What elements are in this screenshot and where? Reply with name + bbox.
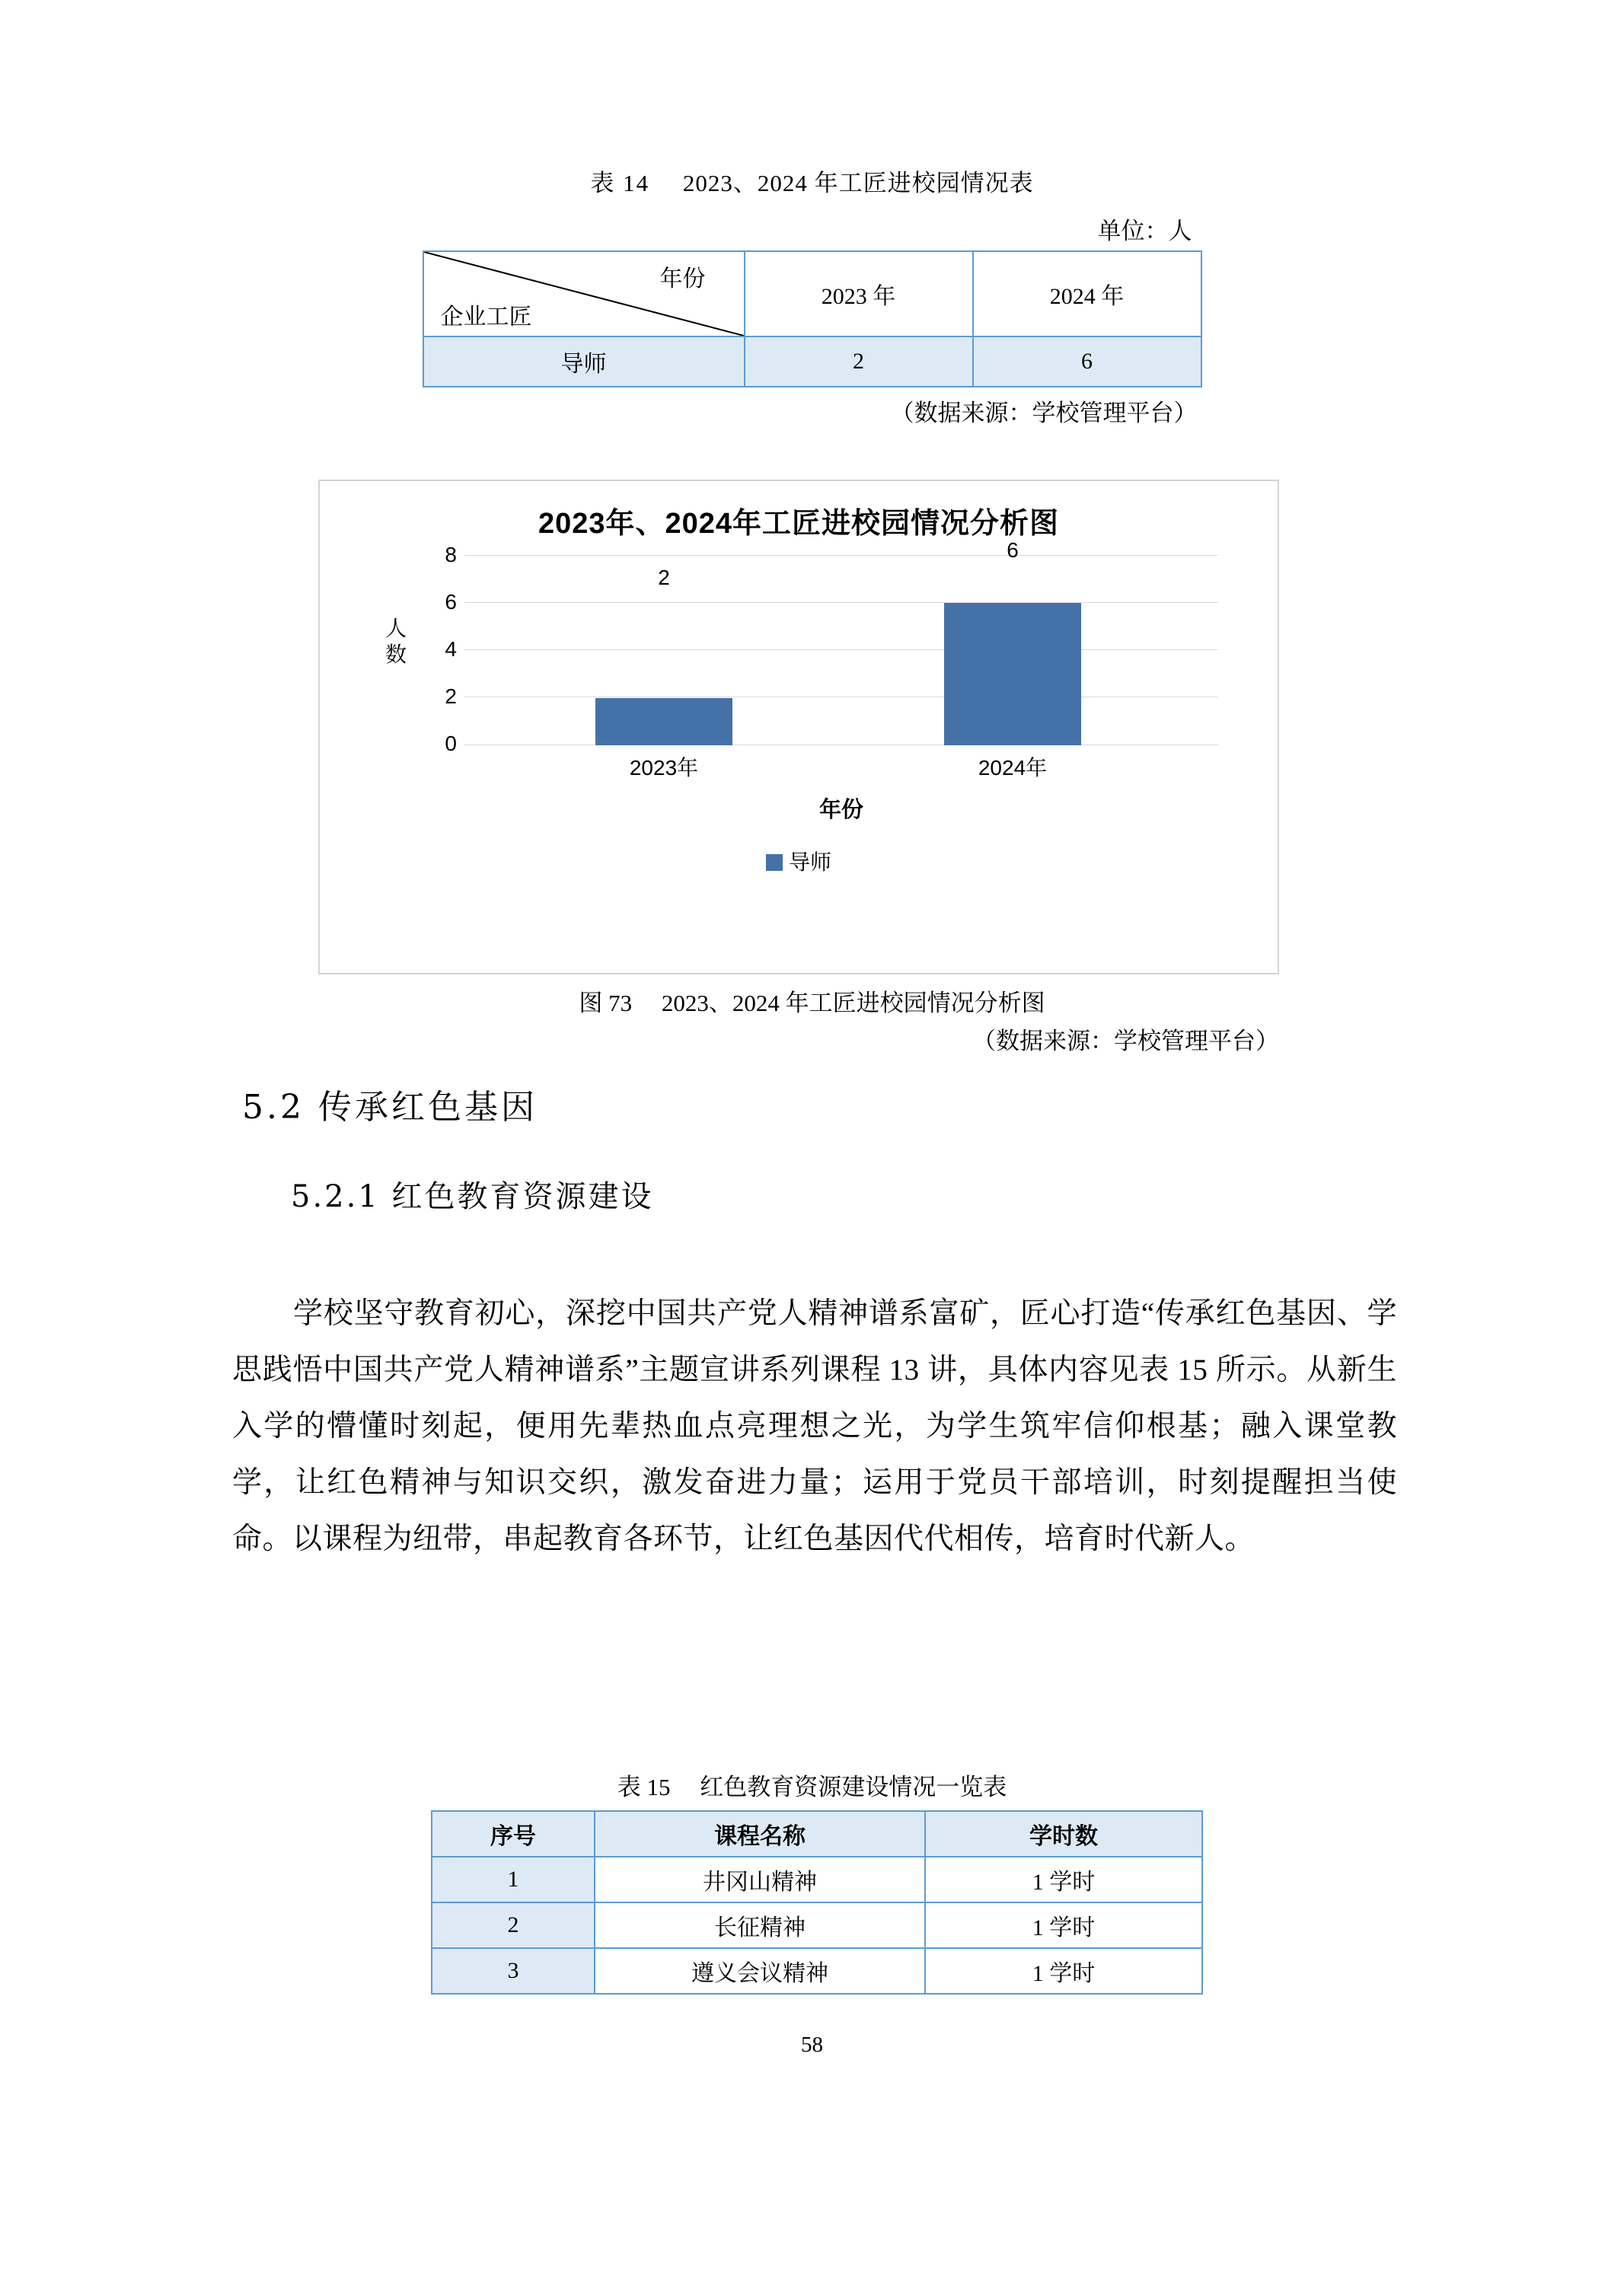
y-tick-6: 6 [445, 590, 457, 614]
y-tick-4: 4 [445, 637, 457, 661]
table-15-caption [0, 1768, 1624, 1802]
corner-top-label: 年份 [659, 266, 706, 292]
bar-value-2024: 6 [1007, 538, 1019, 562]
bar-2023 [595, 698, 732, 745]
figure-73-caption-prefix: 图 73 [579, 990, 633, 1016]
table-14-col-2024: 2024 年 [973, 251, 1201, 336]
table-row [432, 1857, 1202, 1902]
table-15-header-hours: 学时数 [925, 1811, 1202, 1857]
corner-bottom-label: 企业工匠 [440, 305, 532, 330]
body-paragraph: 学校坚守教育初心，深挖中国共产党人精神谱系富矿，匠心打造“传承红色基因、学思践悟中国共产党人精神谱系”主题宣讲系列课程 13 讲，具体内容见表 15 所示。从新生入学的懵懂时刻起，便用先辈热血点亮理想之光，为学生筑牢信仰根基；融入课堂教学，让红色精神与知识交织，激发奋进力量；运用于党员干部培训，时刻提醒担当使命。以课程为纽带，串起教育各环节，让红色基因代代相传，培育时代新人。 [232, 1297, 1397, 1555]
chart-plot-area [320, 538, 1281, 822]
section-heading: 5.2 传承红色基因 [242, 1088, 538, 1127]
table-row [423, 336, 1201, 387]
bar-2024 [944, 603, 1081, 745]
table-14-caption-text: 2023、2024 年工匠进校园情况表 [682, 170, 1034, 196]
table-15-caption-text: 红色教育资源建设情况一览表 [700, 1774, 1007, 1800]
y-tick-2: 2 [445, 684, 457, 708]
chart-x-axis-title: 年份 [818, 798, 863, 822]
chart-y-ticks [411, 543, 457, 755]
table-14-caption [0, 164, 1624, 198]
table-14-caption-prefix: 表 14 [590, 170, 650, 196]
table-row [432, 1902, 1202, 1948]
table-15-cell-index: 2 [432, 1902, 595, 1948]
table-15-cell-course: 井冈山精神 [595, 1857, 925, 1902]
bar-value-2023: 2 [658, 566, 670, 589]
subsection-heading: 5.2.1 红色教育资源建设 [291, 1179, 654, 1214]
figure-73-source: （数据来源：学校管理平台） [972, 1028, 1279, 1054]
table-15-cell-course: 长征精神 [595, 1902, 925, 1948]
gridline [464, 649, 1218, 650]
gridline [464, 602, 1218, 603]
table-14-col-2023: 2023 年 [745, 251, 973, 336]
table-14-value-2024: 6 [973, 336, 1201, 387]
table-row [432, 1948, 1202, 1994]
legend-label: 导师 [788, 850, 831, 874]
table-15-header-row [432, 1811, 1202, 1857]
table-14-unit: 单位：人 [1097, 218, 1192, 244]
table-14-header-row [423, 251, 1201, 336]
diagonal-header-cell [424, 252, 744, 336]
table-15-cell-index: 3 [432, 1948, 595, 1994]
chart-title: 2023年、2024年工匠进校园情况分析图 [538, 508, 1060, 540]
chart-x-ticks [464, 751, 1218, 782]
table-14-row-label: 导师 [423, 336, 745, 387]
table-14-value-2023: 2 [745, 336, 973, 387]
x-tick-2023: 2023年 [629, 756, 699, 780]
y-tick-0: 0 [445, 732, 457, 755]
table-15-cell-hours: 1 学时 [925, 1948, 1202, 1994]
figure-73-caption [0, 984, 1624, 1018]
legend-swatch-icon [766, 854, 783, 871]
figure-73-caption-text: 2023、2024 年工匠进校园情况分析图 [661, 990, 1045, 1016]
table-15 [431, 1810, 1203, 1995]
chart-y-axis-title: 人 数 [384, 617, 407, 666]
chart-figure-73 [318, 480, 1279, 974]
table-14-block [0, 164, 1624, 428]
table-15-header-index: 序号 [432, 1811, 595, 1857]
page-number: 58 [801, 2033, 823, 2057]
table-15-header-course: 课程名称 [595, 1811, 925, 1857]
chart-legend [320, 846, 1278, 876]
table-15-cell-hours: 1 学时 [925, 1857, 1202, 1902]
table-14 [423, 250, 1202, 387]
table-14-corner-cell [423, 251, 745, 336]
table-15-cell-course: 遵义会议精神 [595, 1948, 925, 1994]
y-tick-8: 8 [445, 543, 457, 566]
chart-gridlines [464, 538, 1218, 745]
table-15-cell-index: 1 [432, 1857, 595, 1902]
table-14-source: （数据来源：学校管理平台） [890, 400, 1198, 426]
x-tick-2024: 2024年 [978, 756, 1048, 780]
gridline [464, 555, 1218, 556]
table-15-cell-hours: 1 学时 [925, 1902, 1202, 1948]
table-15-caption-prefix: 表 15 [617, 1774, 671, 1800]
